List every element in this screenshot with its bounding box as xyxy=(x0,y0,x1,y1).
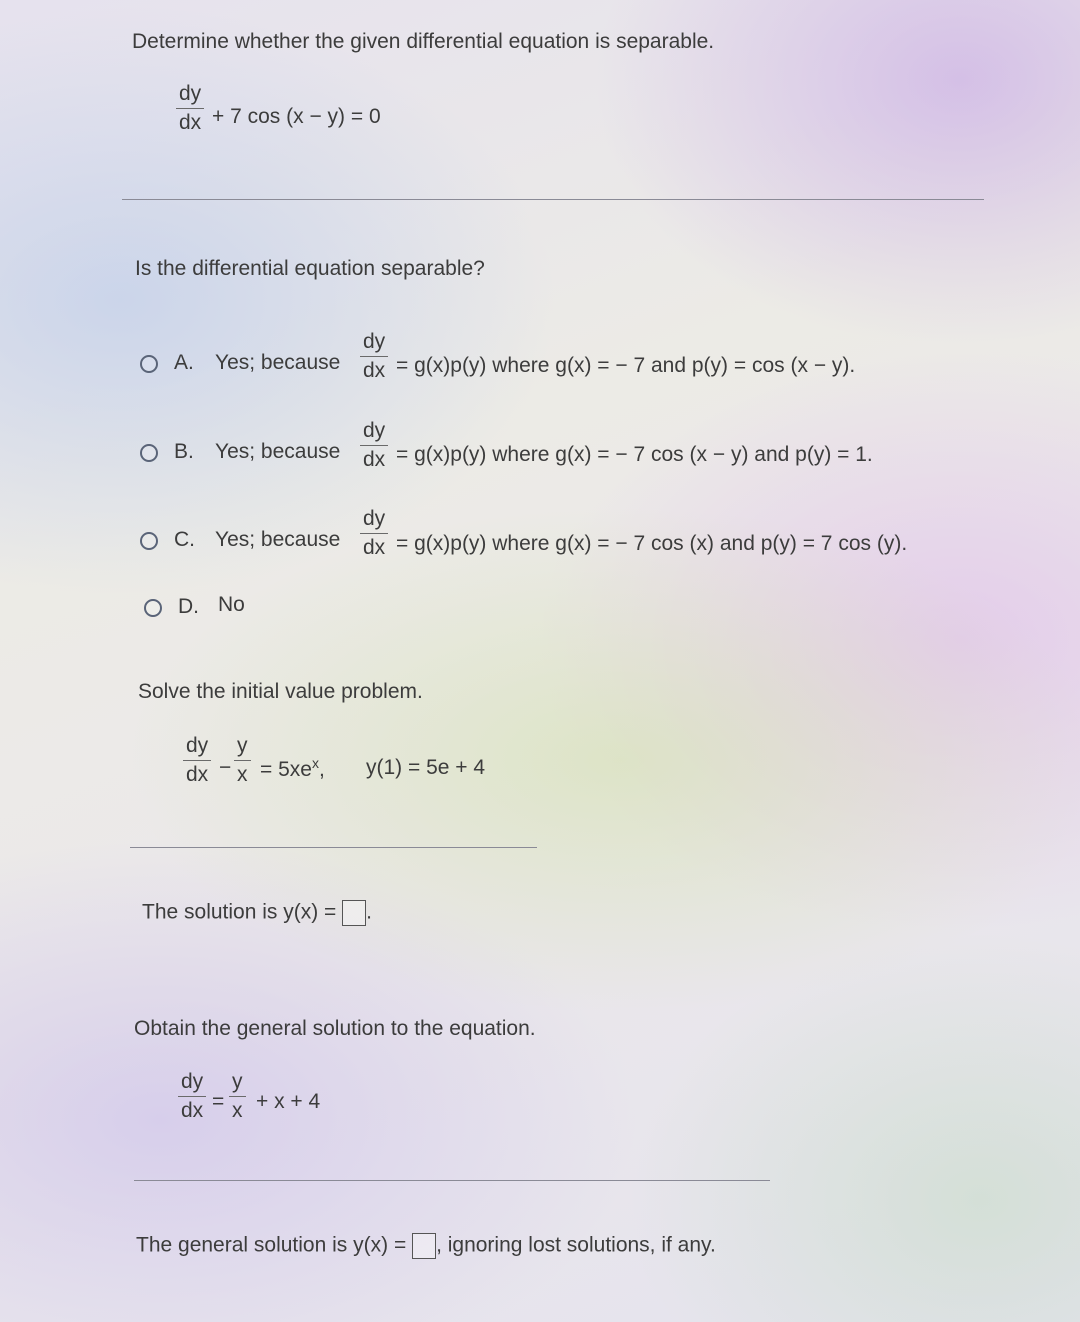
fraction-numerator: dy xyxy=(360,507,388,534)
option-b-letter[interactable]: B. xyxy=(174,440,194,463)
problem1-question: Is the differential equation separable? xyxy=(135,257,485,280)
problem2-answer-input[interactable] xyxy=(342,900,366,926)
option-d-prefix[interactable]: No xyxy=(218,593,245,616)
problem1-instruction: Determine whether the given differential equation is separable. xyxy=(132,30,715,53)
rhs-exponent: x xyxy=(311,755,319,771)
fraction-numerator: y xyxy=(234,734,251,761)
fraction-denominator: x xyxy=(232,1099,243,1122)
option-a-fraction xyxy=(360,330,388,383)
option-d-letter[interactable]: D. xyxy=(178,595,199,618)
fraction-numerator: dy xyxy=(360,419,388,446)
option-c-fraction xyxy=(360,507,388,560)
option-b-suffix: = g(x)p(y) where g(x) = − 7 cos (x − y) and p(y) = 1. xyxy=(396,443,873,466)
problem2-solution-label: The solution is y(x) = xyxy=(142,900,337,924)
rhs-base: = 5xe xyxy=(260,758,312,781)
option-a-radio[interactable] xyxy=(140,355,158,373)
option-b-fraction xyxy=(360,419,388,472)
problem2-equation-rhs xyxy=(260,755,325,782)
problem3-instruction: Obtain the general solution to the equation. xyxy=(134,1017,536,1040)
rhs-comma: , xyxy=(318,758,325,781)
problem2-derivative-fraction xyxy=(183,734,211,787)
option-b-radio[interactable] xyxy=(140,444,158,462)
section-divider xyxy=(122,199,984,200)
problem1-equation-rest: + 7 cos (x − y) = 0 xyxy=(212,105,381,128)
problem3-solution-label: The general solution is y(x) = xyxy=(136,1233,407,1257)
option-a-letter[interactable]: A. xyxy=(174,351,194,374)
option-a-suffix: = g(x)p(y) where g(x) = − 7 and p(y) = cos (x − y). xyxy=(396,354,856,377)
problem2-solution-period: . xyxy=(366,900,373,924)
option-d-radio[interactable] xyxy=(144,599,162,617)
option-c-suffix: = g(x)p(y) where g(x) = − 7 cos (x) and p(y) = 7 cos (y). xyxy=(396,532,908,555)
problem3-equals-sign: = xyxy=(212,1090,225,1113)
problem1-derivative-fraction xyxy=(176,82,204,135)
fraction-numerator: dy xyxy=(178,1070,206,1097)
problem3-solution-suffix: , ignoring lost solutions, if any. xyxy=(436,1233,716,1257)
fraction-denominator: dx xyxy=(363,536,386,559)
fraction-numerator: dy xyxy=(183,734,211,761)
option-c-prefix: Yes; because xyxy=(215,528,341,551)
section-divider xyxy=(130,847,537,848)
problem2-initial-condition: y(1) = 5e + 4 xyxy=(366,756,486,779)
problem2-solution-row xyxy=(142,900,372,926)
problem3-equation-rhs: + x + 4 xyxy=(256,1090,321,1113)
fraction-denominator: x xyxy=(237,763,248,786)
fraction-numerator: dy xyxy=(360,330,388,357)
option-b-prefix: Yes; because xyxy=(215,440,341,463)
problem3-answer-input[interactable] xyxy=(412,1233,436,1259)
problem2-instruction: Solve the initial value problem. xyxy=(138,680,423,703)
fraction-denominator: dx xyxy=(363,448,386,471)
fraction-denominator: dx xyxy=(179,111,202,134)
option-c-radio[interactable] xyxy=(140,532,158,550)
problem2-y-over-x-fraction xyxy=(234,734,251,787)
fraction-numerator: y xyxy=(229,1070,246,1097)
fraction-denominator: dx xyxy=(181,1099,204,1122)
fraction-denominator: dx xyxy=(363,359,386,382)
fraction-numerator: dy xyxy=(176,82,204,109)
problem3-y-over-x-fraction xyxy=(229,1070,246,1123)
section-divider xyxy=(134,1180,770,1181)
fraction-denominator: dx xyxy=(186,763,209,786)
option-c-letter[interactable]: C. xyxy=(174,528,195,551)
problem2-minus-sign: − xyxy=(219,756,232,779)
problem3-solution-row xyxy=(136,1233,716,1259)
problem3-derivative-fraction xyxy=(178,1070,206,1123)
option-a-prefix: Yes; because xyxy=(215,351,341,374)
